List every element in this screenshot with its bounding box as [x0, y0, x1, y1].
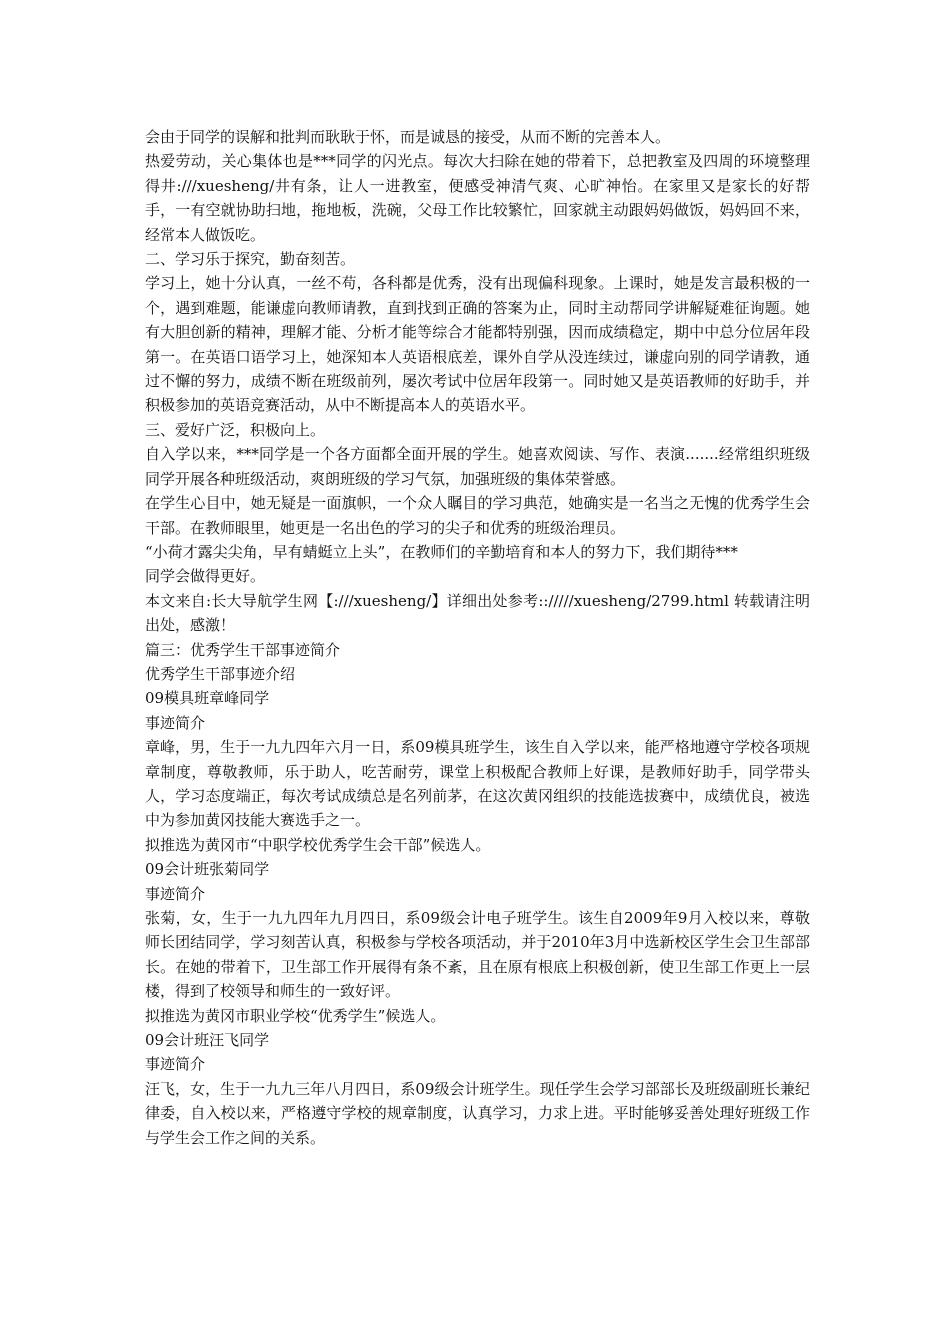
- paragraph: 同学会做得更好。: [145, 567, 266, 586]
- nomination-line: 拟推选为黄冈市职业学校“优秀学生”候选人。: [145, 1006, 446, 1025]
- student-heading: 09会计班张菊同学: [145, 860, 270, 879]
- source-note: 本文来自:长大导航学生网【:///xuesheng/】详细出处参考:://///xuesheng/2799.html 转载请注明出处，感激！: [145, 591, 810, 635]
- paragraph: 自入学以来，***同学是一个各方面都全面开展的学生。她喜欢阅读、写作、表演.......经常组织班级同学开展各种班级活动，爽朗班级的学习气氛，加强班级的集体荣誉感。: [145, 445, 810, 488]
- paragraph: 学习上，她十分认真，一丝不苟，各科都是优秀，没有出现偏科现象。上课时，她是发言最积极的一个，遇到难题，能谦虚向教师请教，直到找到正确的答案为止，同时主动帮同学讲解疑难征询题。她有大胆创新的精神，理解才能、分析才能等综合才能都特别强，因而成绩稳定，期中中总分位居年段第一。在英语口语学习上，她深知本人英语根底差，课外自学从没连续过，谦虚向别的同学请教，通过不懈的努力，成绩不断在班级前列，屡次考试中位居年段第一。同时她又是英语教师的好助手，并积极参加的英语竞赛活动，从中不断提高本人的英语水平。: [145, 274, 810, 415]
- section-heading: 二、学习乐于探究，勤奋刻苦。: [145, 250, 356, 269]
- paragraph: 会由于同学的误解和批判而耿耿于怀，而是诚恳的接受，从而不断的完善本人。: [145, 128, 671, 146]
- student-heading: 09会计班汪飞同学: [145, 1031, 270, 1050]
- subheading: 事迹简介: [145, 713, 206, 732]
- paragraph: 在学生心目中，她无疑是一面旗帜，一个众人瞩目的学习典范，她确实是一名当之无愧的优秀学生会干部。在教师眼里，她更是一名出色的学习的尖子和优秀的班级治理员。: [145, 494, 810, 537]
- student-heading: 09模具班章峰同学: [145, 689, 270, 708]
- subheading: 事迹简介: [145, 884, 206, 903]
- quote-paragraph: “小荷才露尖尖角，早有蜻蜓立上头”，在教师们的辛勤培育和本人的努力下，我们期待***: [145, 542, 738, 561]
- nomination-line: 拟推选为黄冈市“中职学校优秀学生会干部”候选人。: [145, 835, 491, 854]
- article-title: 优秀学生干部事迹介绍: [145, 664, 296, 683]
- paragraph: 章峰，男，生于一九九四年六月一日，系09模具班学生，该生自入学以来，能严格地遵守学校各项规章制度，尊敬教师，乐于助人，吃苦耐劳，课堂上积极配合教师上好课，是教师好助手，同学带头人，学习态度端正，每次考试成绩总是名列前茅，在这次黄冈组织的技能选拔赛中，成绩优良，被选中为参加黄冈技能大赛选手之一。: [145, 738, 810, 830]
- paragraph: 张菊，女，生于一九九四年九月四日，系09级会计电子班学生。该生自2009年9月入校以来，尊敬师长团结同学，学习刻苦认真，积极参与学校各项活动，并于2010年3月中选新校区学生会卫生部部长。在她的带着下，卫生部工作开展得有条不紊，且在原有根底上积极创新，使卫生部工作更上一层楼，得到了校领导和师生的一致好评。: [145, 909, 810, 1001]
- section-heading: 三、爱好广泛，积极向上。: [145, 420, 326, 439]
- document-page: [145, 125, 810, 1150]
- paragraph: 汪飞，女，生于一九九三年八月四日，系09级会计班学生。现任学生会学习部部长及班级副班长兼纪律委，自入校以来，严格遵守学校的规章制度，认真学习，力求上进。平时能够妥善处理好班级工作与学生会工作之间的关系。: [145, 1079, 810, 1147]
- paragraph: 热爱劳动，关心集体也是***同学的闪光点。每次大扫除在她的带着下，总把教室及四周的环境整理得井:///xuesheng/井有条，让人一进教室，便感受神清气爽、心旷神怡。在家里又是家长的好帮手，一有空就协助扫地，拖地板，洗碗，父母工作比较繁忙，回家就主动跟妈妈做饭，妈妈回不来，经常本人做饭吃。: [145, 152, 810, 244]
- part-title: 篇三：优秀学生干部事迹简介: [145, 640, 341, 659]
- subheading: 事迹简介: [145, 1055, 206, 1074]
